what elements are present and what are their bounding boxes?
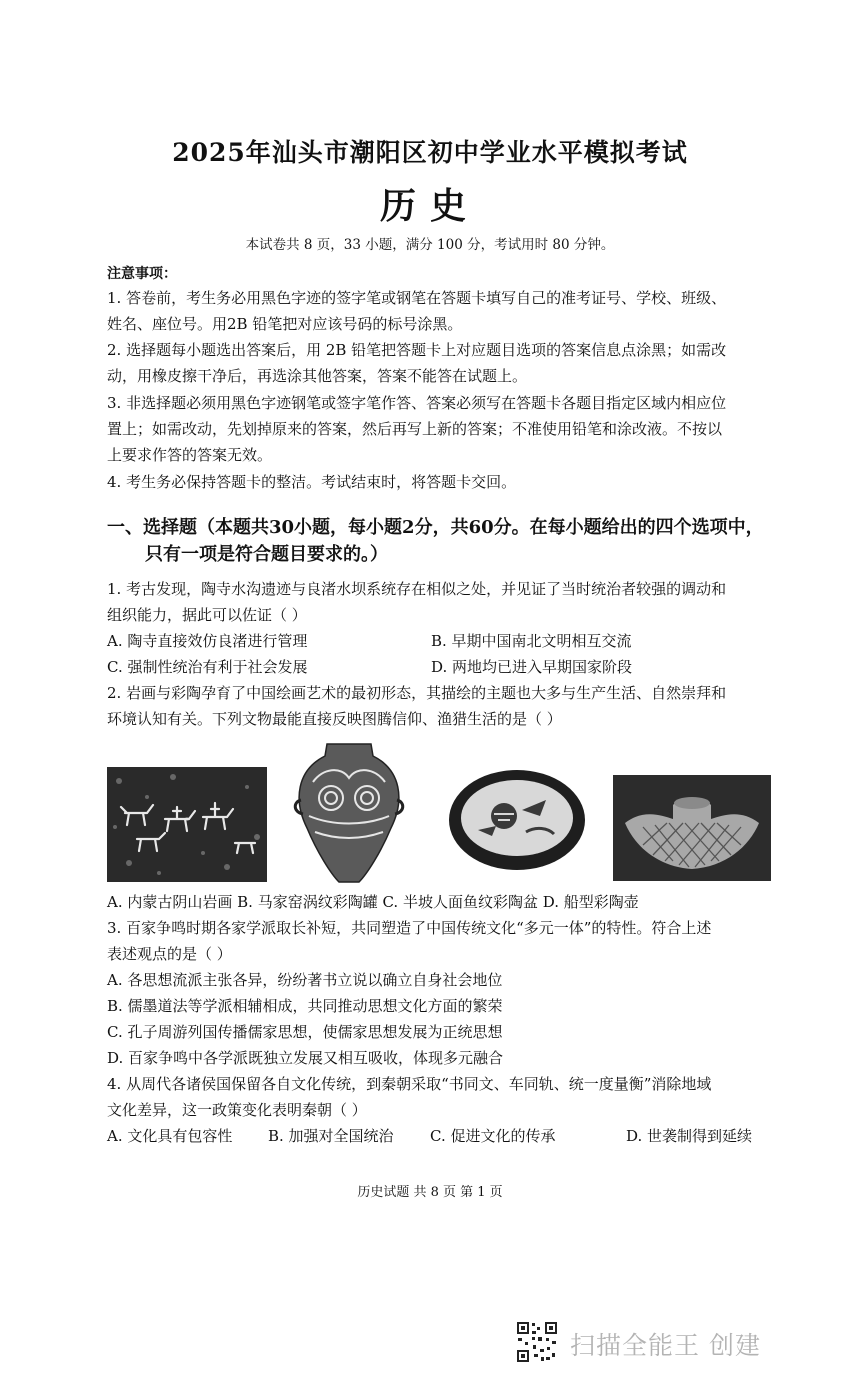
q1-stem-cont: 组织能力，据此可以佐证（ ） (107, 606, 307, 624)
q4-option-b: B. 加强对全国统治 (268, 1127, 394, 1145)
notice-line: 动，用橡皮擦干净后，再选涂其他答案，答案不能答在试题上。 (107, 367, 528, 385)
q1-option-b: B. 早期中国南北文明相互交流 (431, 632, 632, 650)
q3-option-b: B. 儒墨道法等学派相辅相成，共同推动思想文化方面的繁荣 (107, 997, 503, 1015)
notice-line: 2. 选择题每小题选出答案后，用 2B 铅笔把答题卡上对应题目选项的答案信息点涂黑；如需改 (107, 341, 727, 359)
yinshan-rock-painting-image (107, 767, 267, 882)
q4-stem: 4. 从周代各诸侯国保留各自文化传统，到秦朝采取“书同文、车同轨、统一度量衡”消除地域 (107, 1075, 712, 1093)
section-title: 一、选择题（本题共30小题，每小题2分，共60分。在每小题给出的四个选项中， (107, 517, 764, 538)
q4-stem-cont: 文化差异，这一政策变化表明秦朝（ ） (107, 1101, 367, 1119)
exam-title: 2025年汕头市潮阳区初中学业水平模拟考试 (172, 138, 688, 167)
q4-option-c: C. 促进文化的传承 (430, 1127, 556, 1145)
q2-stem-cont: 环境认知有关。下列文物最能直接反映图腾信仰、渔猎生活的是（ ） (107, 710, 562, 728)
notice-heading: 注意事项： (107, 266, 177, 282)
q3-option-d: D. 百家争鸣中各学派既独立发展又相互吸收，体现多元融合 (107, 1049, 504, 1067)
majiayao-vortex-jar-image (293, 740, 405, 885)
qr-code-icon (516, 1321, 558, 1367)
q3-option-c: C. 孔子周游列国传播儒家思想，使儒家思想发展为正统思想 (107, 1023, 503, 1041)
q1-option-c: C. 强制性统治有利于社会发展 (107, 658, 308, 676)
banpo-fish-basin-image (448, 770, 586, 874)
q1-option-d: D. 两地均已进入早期国家阶段 (431, 658, 633, 676)
notice-line: 姓名、座位号。用2B 铅笔把对应该号码的标号涂黑。 (107, 315, 463, 333)
notice-line: 置上；如需改动，先划掉原来的答案，然后再写上新的答案；不准使用铅笔和涂改液。不按以 (107, 420, 723, 438)
q3-option-a: A. 各思想流派主张各异，纷纷著书立说以确立自身社会地位 (107, 971, 503, 989)
q1-stem: 1. 考古发现，陶寺水沟遗迹与良渚水坝系统存在相似之处，并见证了当时统治者较强的调动和 (107, 580, 727, 598)
boat-shaped-pot-image (613, 775, 771, 881)
notice-line: 4. 考生务必保持答题卡的整洁。考试结束时，将答题卡交回。 (107, 473, 517, 491)
watermark-text: 扫描全能王 创建 (570, 1331, 761, 1360)
notice-line: 3. 非选择题必须用黑色字迹钢笔或签字笔作答、答案必须写在答题卡各题目指定区域内相应位 (107, 394, 727, 412)
section-title-cont: 只有一项是符合题目要求的。） (145, 544, 388, 565)
q3-stem: 3. 百家争鸣时期各家学派取长补短，共同塑造了中国传统文化“多元一体”的特性。符合上述 (107, 919, 712, 937)
page-footer: 历史试题 共 8 页 第 1 页 (357, 1185, 503, 1200)
q2-stem: 2. 岩画与彩陶孕育了中国绘画艺术的最初形态，其描绘的主题也大多与生产生活、自然崇拜和 (107, 684, 727, 702)
subject-title: 历史 (379, 185, 480, 227)
q4-option-a: A. 文化具有包容性 (107, 1127, 233, 1145)
q1-option-a: A. 陶寺直接效仿良渚进行管理 (107, 632, 308, 650)
q3-stem-cont: 表述观点的是（ ） (107, 945, 232, 963)
notice-line: 1. 答卷前，考生务必用黑色字迹的签字笔或钢笔在答题卡填写自己的准考证号、学校、班级、 (107, 289, 727, 307)
q2-options: A. 内蒙古阴山岩画 B. 马家窑涡纹彩陶罐 C. 半坡人面鱼纹彩陶盆 D. 船型彩陶壶 (107, 893, 639, 911)
notice-line: 上要求作答的答案无效。 (107, 446, 273, 464)
q4-option-d: D. 世袭制得到延续 (626, 1127, 753, 1145)
exam-info: 本试卷共 8 页，33 小题，满分 100 分，考试用时 80 分钟。 (245, 237, 615, 253)
scanner-watermark (516, 1321, 761, 1367)
